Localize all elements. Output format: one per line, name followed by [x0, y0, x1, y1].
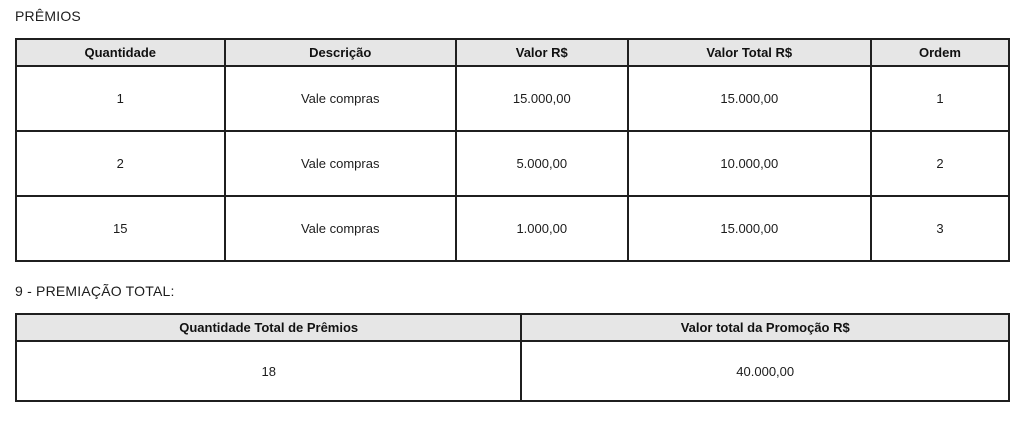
table-row — [16, 341, 1009, 401]
total-table-header-row — [16, 314, 1009, 341]
table-cell-quantidade: 2 — [16, 131, 225, 196]
column-header-ordem: Ordem — [871, 39, 1009, 66]
table-cell-valor: 5.000,00 — [456, 131, 628, 196]
column-header-quantidade: Quantidade — [16, 39, 225, 66]
column-header-valor: Valor R$ — [456, 39, 628, 66]
table-cell-quantidade: 1 — [16, 66, 225, 131]
column-header-valor-total-promocao: Valor total da Promoção R$ — [521, 314, 1009, 341]
total-table — [15, 313, 1010, 402]
table-cell-descricao: Vale compras — [225, 131, 456, 196]
table-cell-ordem: 1 — [871, 66, 1009, 131]
table-cell-valor-total-promocao: 40.000,00 — [521, 341, 1009, 401]
table-cell-descricao: Vale compras — [225, 196, 456, 261]
table-cell-quantidade-total: 18 — [16, 341, 521, 401]
table-row — [16, 66, 1009, 131]
column-header-quantidade-total: Quantidade Total de Prêmios — [16, 314, 521, 341]
total-section-title: 9 - PREMIAÇÃO TOTAL: — [15, 283, 175, 299]
column-header-valor-total: Valor Total R$ — [628, 39, 871, 66]
table-cell-valor-total: 10.000,00 — [628, 131, 871, 196]
table-cell-ordem: 3 — [871, 196, 1009, 261]
prizes-section-title: PRÊMIOS — [15, 8, 81, 24]
table-cell-valor: 1.000,00 — [456, 196, 628, 261]
table-cell-valor: 15.000,00 — [456, 66, 628, 131]
prizes-table-header-row — [16, 39, 1009, 66]
table-row — [16, 131, 1009, 196]
table-cell-valor-total: 15.000,00 — [628, 196, 871, 261]
table-cell-descricao: Vale compras — [225, 66, 456, 131]
prizes-table — [15, 38, 1010, 262]
table-cell-valor-total: 15.000,00 — [628, 66, 871, 131]
column-header-descricao: Descrição — [225, 39, 456, 66]
table-row — [16, 196, 1009, 261]
table-cell-ordem: 2 — [871, 131, 1009, 196]
table-cell-quantidade: 15 — [16, 196, 225, 261]
